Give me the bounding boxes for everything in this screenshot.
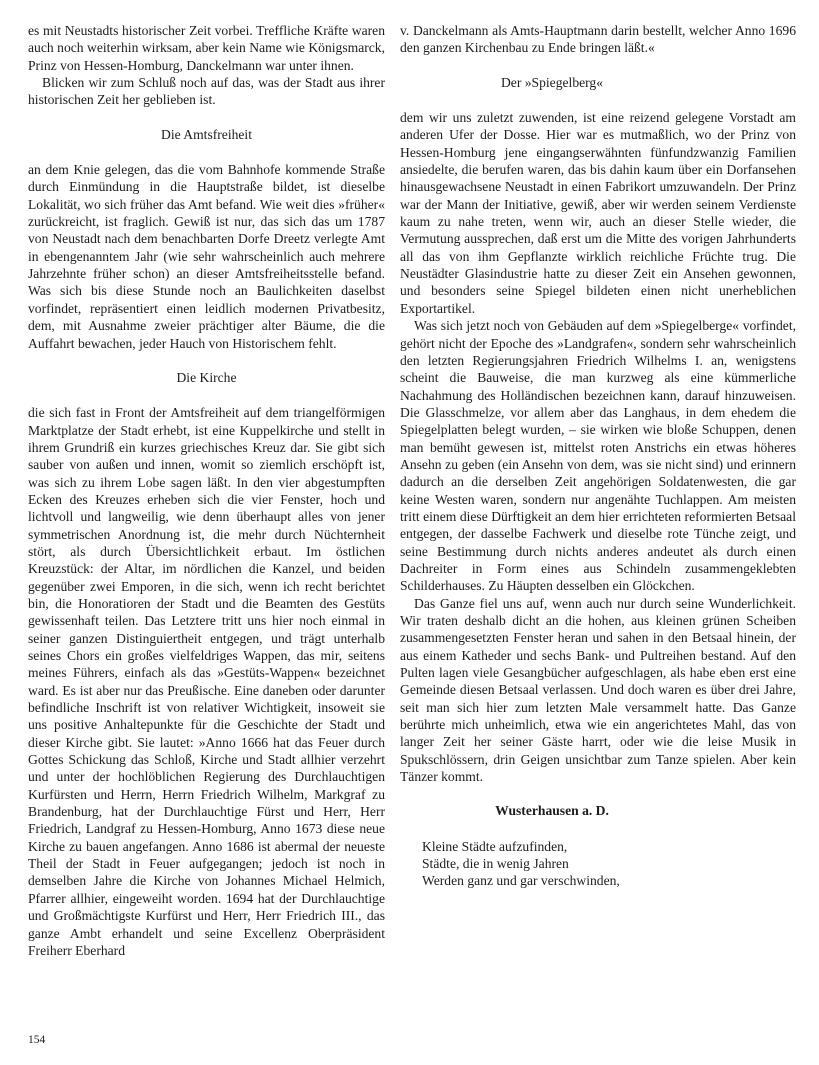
section-heading-spiegelberg: Der »Spiegelberg« [500, 74, 604, 90]
paragraph: Was sich jetzt noch von Gebäuden auf dem »Spiegelberge« vorfindet, gehört nicht der Epoche des »Landgrafen«, sondern sehr wahrscheinlich den letzten Regierungsjahren Friedrich Wilhelms I. an, wenigstens scheint die Bauweise, die man kurzweg als eine kümmerliche Nachahmung des Holländischen bezeichnen kann, darauf hinzuweisen. Die Glasschmelze, vor allem aber das Langhaus, in dem ehedem die Spiegelplatten belegt wurden, – sie wirken wie bloße Schuppen, denen man bemüht gewesen ist, mittelst roten Anstrichs ein etwas höheres Ansehn zu geben (ein Ansehn von dem, was sie nicht sind) und erinnern dadurch an die derselben Zeit angehörigen Soldatenwesten, die gar keine Westen waren, sondern nur angenähte Tuchlappen. Am meisten tritt einem diese Dürftigkeit an dem hier errichteten reformierten Betsaal entgegen, der dasselbe Fachwerk und dieselbe rote Tünche zeigt, und seine Bestimmung durch nichts anderes andeutet als durch einen Dachreiter in Form eines aus Schindeln zusammengeklebten Schilderhauses. Zu Häupten desselben ein Glöckchen. [400, 318, 796, 594]
section-heading-wusterhausen: Wusterhausen a. D. [495, 803, 609, 819]
poem-line: Kleine Städte aufzufinden, [422, 838, 568, 854]
right-column [400, 22, 796, 959]
paragraph: v. Danckelmann als Amts-Hauptmann darin bestellt, welcher Anno 1696 den ganzen Kirchenbau zu Ende bringen läßt.« [400, 23, 796, 56]
paragraph: dem wir uns zuletzt zuwenden, ist eine reizend gelegene Vorstadt am anderen Ufer der Dosse. Hier war es mutmaßlich, wo der Prinz von Hessen-Homburg jene eingangserwähnten fünfundzwanzig Familien ansiedelte, die berufen waren, das bis dahin kaum über ein Dorfansehen hinausgewachsene Neustadt in einen Fabrikort umzuwandeln. Der Prinz war der Mann der Initiative, gewiß, aber wir werden seinem Verdienste kaum zu nahe treten, wenn wir, auch an dieser Stelle wieder, die Vermutung aussprechen, daß erst um die Mitte des vorigen Jahrhunderts all das von ihm Gepflanzte wirklich reichliche Früchte trug. Die Neustädter Glasindustrie hatte zu dieser Zeit ein Ansehen gewonnen, und besonders seine Spiegel bildeten einen nicht unerheblichen Exportartikel. [400, 110, 796, 316]
section-heading-kirche: Die Kirche [176, 369, 237, 385]
paragraph: Das Ganze fiel uns auf, wenn auch nur durch seine Wunderlichkeit. Wir traten deshalb dicht an die hohen, aus kleinen grünen Scheiben zusammengesetzten Fenster heran und sahen in den Betsaal hinein, der aus einem Katheder und sechs Bank- und Pultreihen bestand. Auf den Pulten lagen viele Gesangbücher aufgeschlagen, als habe eben erst eine Gemeinde diesen Betsaal verlassen. Und doch waren es über drei Jahre, seit man sich hier zum letzten Male versammelt hatte. Das Ganze berührte mich unheimlich, etwa wie ein angerichtetes Mahl, das von langer Zeit her seiner Gäste harrt, oder wie die leise Musik in Spukschlössern, drin Geigen unsichtbar zum Tanze spielen. Aber kein Tänzer kommt. [400, 595, 796, 785]
paragraph: es mit Neustadts historischer Zeit vorbei. Treffliche Kräfte waren auch noch weiterhin wirksam, aber kein Name wie Königsmarck, Prinz von Hessen-Homburg, Danckelmann war unter ihnen. [28, 23, 385, 73]
paragraph: Blicken wir zum Schluß noch auf das, was der Stadt aus ihrer historischen Zeit her geblieben ist. [28, 75, 385, 108]
poem-line: Werden ganz und gar verschwinden, [422, 873, 620, 889]
left-column [28, 22, 385, 959]
page-number: 154 [28, 1034, 46, 1046]
poem-line: Städte, die in wenig Jahren [422, 856, 569, 872]
paragraph: an dem Knie gelegen, das die vom Bahnhofe kommende Straße durch Einmündung in die Hauptstraße bildet, ist dieselbe Lokalität, wo sich früher das Amt befand. Wie weit dies »früher« zurückreicht, ist fraglich. Gewiß ist nur, das sich das um 1787 von Neustadt nach dem benachbarten Dorfe Dreetz verlegte Amt in ebengenanntem Jahr (wie sehr wahrscheinlich auch mehrere Jahrzehnte früher schon) an dieser Amtsfreiheitsstelle befand. Was sich bis diese Stunde noch an Baulichkeiten daselbst vorfindet, repräsentiert einen leidlich modernen Privatbesitz, dem, mit Ausnahme zweier prächtiger alter Bäume, die die Auffahrt bewachen, jeder Hauch von Historischem fehlt. [28, 162, 385, 351]
two-column-layout [28, 22, 819, 959]
paragraph: die sich fast in Front der Amtsfreiheit auf dem triangelförmigen Marktplatze der Stadt erhebt, ist eine Kuppelkirche und stellt in ihrem Grundriß ein kurzes griechisches Kreuz dar. Sie gibt sich sauber von außen und innen, womit so ziemlich erschöpft ist, was sich zu ihrem Lobe sagen läßt. In den vier abgestumpften Ecken des Kreuzes erheben sich die vier Fenster, hoch und lichtvoll und langweilig, wie denn überhaupt alles von jener symmetrischen Anordnung ist, die mehr durch Nüchternheit stört, als durch Übersichtlichkeit erbaut. Im östlichen Kreuzstück: der Altar, im nördlichen die Kanzel, und beiden gegenüber zwei Emporen, in die sich, wenn ich recht berichtet bin, die Honoratioren der Stadt und die Beamten des Gestüts gewissenhaft teilen. Das Letztere tritt uns hier noch einmal in seiner ganzen Distinguiertheit entgegen, und trägt unterhalb seines Chors ein großes vielfeldriges Wappen, das mir, seitens meines Führers, einfach als das »Gestüts-Wappen« bezeichnet ward. Es ist aber nur das Preußische. Eine daneben oder darunter befindliche Inschrift ist von relativer Wichtigkeit, insoweit sie uns positive Anhaltepunkte für die Geschichte der Stadt und dieser Kirche gibt. Sie lautet: »Anno 1666 hat das Feuer durch Gottes Schickung das Schloß, Kirche und Stadt allhier verzehrt und unter der hochlöblichen Regierung des Durchlauchtigen Kurfürsten und Herrn, Herrn Friedrich Wilhelm, Markgraf zu Brandenburg, hat der Durchlauchtige Fürst und Herr, Herr Friedrich, Landgraf zu Hessen-Homburg, Anno 1673 diese neue Kirche zu bauen angefangen. Anno 1686 ist abermal der neueste Theil der Stadt in Feuer aufgegangen; jedoch ist noch in demselben Jahre die Kirche von Johannes Michael Helmich, Pfarrer allhier, eingeweiht worden. 1694 hat der Durchlauchtige und Großmächtigste Kurfürst und Herr, Herr Friedrich III., das ganze Ambt erhandelt und seine Excellenz Oberpräsident Freiherr Eberhard [28, 405, 385, 958]
section-heading-amtsfreiheit: Die Amtsfreiheit [161, 126, 252, 142]
poem-stanza [400, 838, 796, 890]
